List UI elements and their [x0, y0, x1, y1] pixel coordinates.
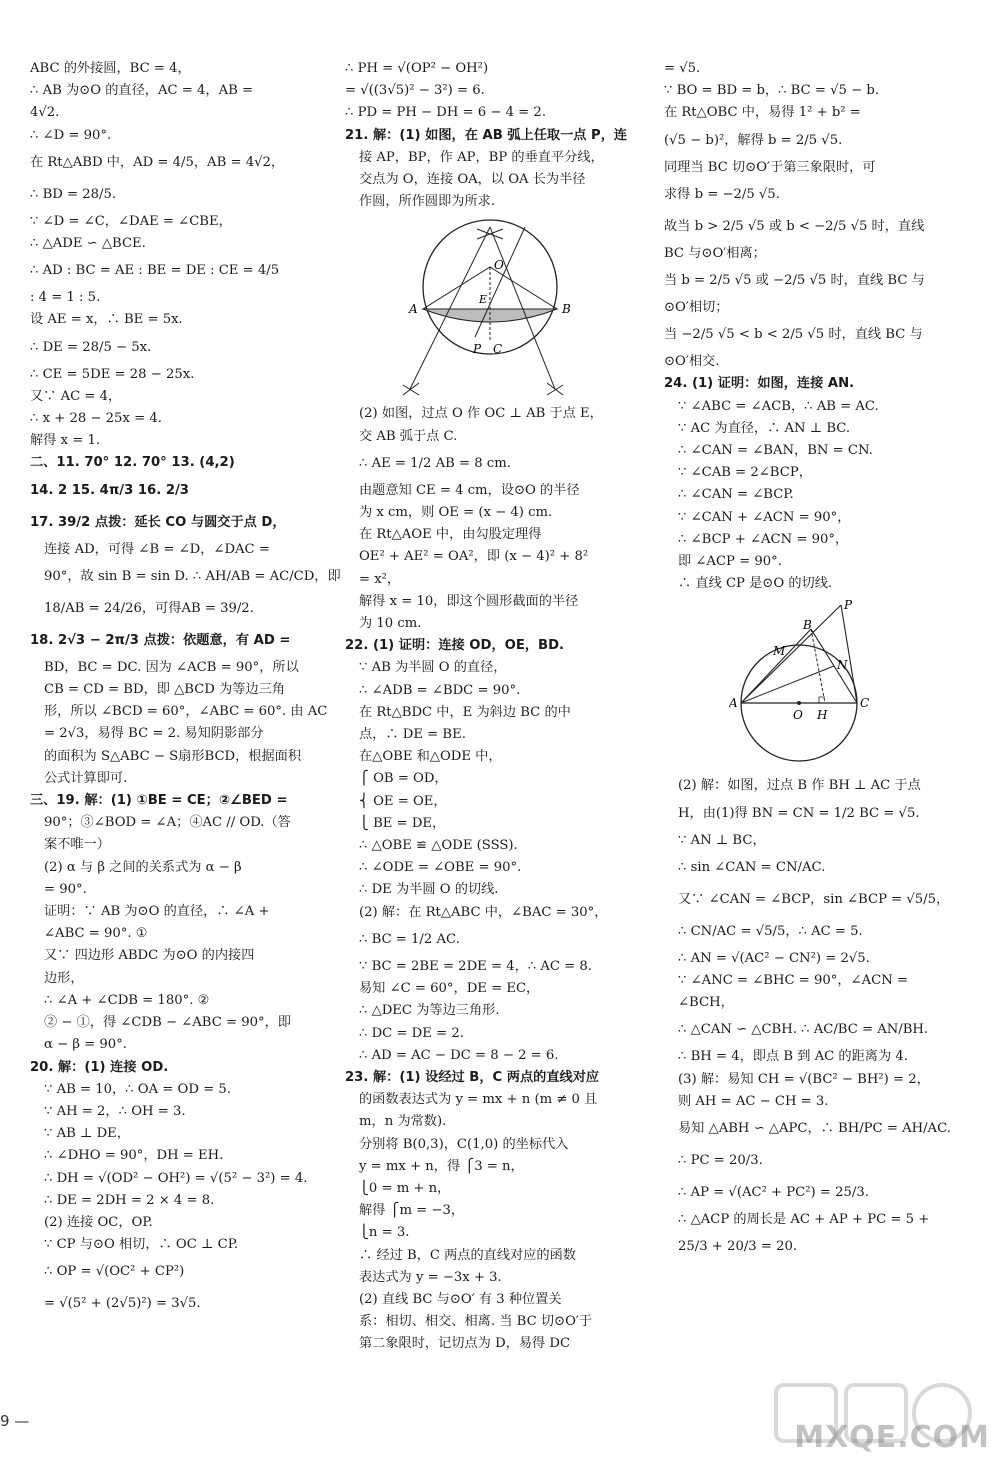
col2-text-line: 接 AP，BP，作 AP，BP 的垂直平分线， — [359, 149, 604, 165]
col1-text-line: 20. 解：(1) 连接 OD. — [30, 1059, 169, 1075]
col1-text-line: ABC 的外接圆，BC = 4， — [30, 61, 191, 76]
col2-text-line: = x²， — [359, 571, 401, 587]
col2-text-line: ⎩ BE = DE， — [359, 815, 446, 831]
col1-text-line: ∴ CE = 5DE = 28 − 25x. — [30, 366, 195, 382]
col1-text-line: = 2√3，易得 BC = 2. 易知阴影部分 — [44, 726, 264, 742]
col3-text-line: (3) 解：易知 CH = √(BC² − BH²) = 2， — [678, 1071, 930, 1087]
col3-text-line: ∴ ∠BCP + ∠ACN = 90°， — [678, 531, 849, 547]
fig21-label-C: C — [493, 342, 503, 357]
col3-text-line: ∠BCH， — [678, 995, 734, 1011]
col2-text-line: ∴ AD = AC − DC = 8 − 2 = 6. — [359, 1047, 559, 1063]
col3-text-line: 故当 b > 2/5 √5 或 b < −2/5 √5 时，直线 — [664, 218, 925, 234]
col3-text-line: (√5 − b)²，解得 b = 2/5 √5. — [664, 132, 843, 148]
figure-21-circle-construction — [395, 217, 585, 397]
col1-text-line: 90°；③∠BOD = ∠A；④AC // OD.（答 — [44, 815, 291, 831]
col3-text-line: ∵ ∠ABC = ∠ACB，∴ AB = AC. — [678, 398, 879, 414]
col1-text-line: ∴ ∠A + ∠CDB = 180°. ② — [44, 992, 210, 1008]
col2-text-line: (2) 如图，过点 O 作 OC ⊥ AB 于点 E， — [359, 406, 603, 422]
col2-text-line: 解得 x = 10，即这个圆形截面的半径 — [359, 593, 579, 609]
col1-text-line: 证明：∵ AB 为⊙O 的直径，∴ ∠A + — [44, 904, 270, 920]
col2-text-line: 在△OBE 和△ODE 中， — [359, 749, 502, 765]
col1-text-line: α − β = 90°. — [44, 1037, 127, 1053]
col3-text-line: 25/3 + 20/3 = 20. — [678, 1239, 798, 1255]
col3-text-line: ⊙O′相切； — [664, 300, 729, 316]
fig24-label-A: A — [729, 696, 738, 711]
col2-text-line: 为 x cm，则 OE = (x − 4) cm. — [359, 505, 553, 521]
answer-column-2 — [345, 58, 635, 1356]
col3-text-line: 又∵ ∠CAN = ∠BCP，sin ∠BCP = √5/5， — [678, 891, 950, 907]
col2-text-line: ⎧ OB = OD， — [359, 771, 448, 787]
col2-text-line: (2) 直线 BC 与⊙O′ 有 3 种位置关 — [359, 1291, 562, 1307]
col3-text-line: ∴ ∠CAN = ∠BAN，BN = CN. — [678, 443, 873, 459]
col1-text-line: ∵ ∠D = ∠C，∠DAE = ∠CBE， — [30, 213, 232, 229]
col1-text-line: 18/AB = 24/26，可得AB = 39/2. — [44, 600, 254, 616]
col1-text-line: ∴ AD : BC = AE : BE = DE : CE = 4/5 — [30, 263, 280, 279]
col2-text-line: 易知 ∠C = 60°，DE = EC， — [359, 981, 540, 997]
col1-text-line: 形，所以 ∠BCD = 60°，∠ABC = 60°. 由 AC — [44, 704, 328, 720]
col2-text-line: ∴ DC = DE = 2. — [359, 1025, 464, 1041]
col3-text-line: ∴ 直线 CP 是⊙O 的切线. — [678, 576, 833, 592]
col1-text-line: (2) α 与 β 之间的关系式为 α − β — [44, 859, 242, 875]
col1-text-line: ② − ①，得 ∠CDB − ∠ABC = 90°，即 — [44, 1015, 291, 1031]
col2-text-line: 22. (1) 证明：连接 OD，OE，BD. — [345, 638, 565, 654]
fig21-label-E: E — [479, 293, 488, 307]
col1-text-line: CB = CD = BD，即 △BCD 为等边三角 — [44, 682, 286, 698]
col2-text-line: ∴ AE = 1/2 AB = 8 cm. — [359, 455, 511, 471]
col2-text-line: = √((3√5)² − 3²) = 6. — [345, 83, 485, 99]
fig24-label-B: B — [803, 618, 812, 633]
col1-text-line: 连接 AD，可得 ∠B = ∠D，∠DAC = — [44, 541, 270, 557]
page-number: 9 — — [0, 1412, 30, 1430]
col3-text-line: ∴ PC = 20/3. — [678, 1153, 763, 1169]
col3-text-line: 当 b = 2/5 √5 或 −2/5 √5 时，直线 BC 与 — [664, 273, 925, 289]
col1-text-line: ∴ BD = 28/5. — [30, 186, 117, 202]
fig24-label-N: N — [837, 658, 848, 673]
col1-text-line: 4√2. — [30, 105, 60, 121]
col1-text-line: 边形， — [44, 970, 84, 986]
col2-text-line: 点，∴ DE = BE. — [359, 727, 466, 743]
col2-text-line: ∴ DE 为半圆 O 的切线. — [359, 882, 499, 898]
col2-text-line: 表达式为 y = −3x + 3. — [359, 1269, 502, 1285]
col2-text-line: 在 Rt△AOE 中，由勾股定理得 — [359, 527, 542, 543]
col1-text-line: ∴ DE = 2DH = 2 × 4 = 8. — [44, 1192, 215, 1208]
col3-text-line: 则 AH = AC − CH = 3. — [678, 1093, 829, 1109]
col1-text-line: 二、11. 70° 12. 70° 13. (4,2) — [30, 455, 235, 471]
col1-text-line: 90°，故 sin B = sin D. ∴ AH/AB = AC/CD，即 — [44, 568, 341, 584]
col3-text-line: ∴ ∠CAN = ∠BCP. — [678, 487, 794, 503]
col2-text-line: 系：相切、相交、相离. 当 BC 切⊙O′于 — [359, 1314, 593, 1330]
answer-column-1 — [30, 58, 341, 1320]
col1-text-line: (2) 连接 OC，OP. — [44, 1214, 153, 1230]
col2-text-line: 的函数表达式为 y = mx + n (m ≠ 0 且 — [359, 1092, 598, 1108]
col2-text-line: 由题意知 CE = 4 cm，设⊙O 的半径 — [359, 482, 580, 498]
col1-text-line: 三、19. 解：(1) ①BE = CE；②∠BED = — [30, 793, 288, 809]
col1-text-line: ∴ ∠DHO = 90°，DH = EH. — [44, 1148, 224, 1164]
watermark-text: MXQE.COM — [794, 1420, 990, 1455]
col1-text-line: ∴ DH = √(OD² − OH²) = √(5² − 3²) = 4. — [44, 1170, 308, 1186]
col3-text-line: (2) 解：如图，过点 B 作 BH ⊥ AC 于点 — [678, 778, 921, 794]
col1-text-line: ∵ AB = 10，∴ OA = OD = 5. — [44, 1081, 231, 1097]
col3-text-line: 当 −2/5 √5 < b < 2/5 √5 时，直线 BC 与 — [664, 327, 923, 343]
col2-text-line: 为 10 cm. — [359, 616, 422, 632]
col1-text-line: = 90°. — [44, 881, 87, 897]
col2-text-line: OE² + AE² = OA²，即 (x − 4)² + 8² — [359, 549, 589, 565]
col1-text-line: BD，BC = DC. 因为 ∠ACB = 90°，所以 — [44, 659, 299, 675]
col3-text-line: ∵ AN ⊥ BC， — [678, 832, 766, 848]
col1-text-line: 又∵ 四边形 ABDC 为⊙O 的内接四 — [44, 948, 255, 964]
col2-text-line: 21. 解：(1) 如图，在 AB 弧上任取一点 P，连 — [345, 127, 628, 143]
col2-text-line: ⎨ OE = OE， — [359, 793, 447, 809]
col1-text-line: 的面积为 S△ABC − S扇形BCD，根据面积 — [44, 748, 302, 764]
col3-text-line: ∴ CN/AC = √5/5，∴ AC = 5. — [678, 923, 863, 939]
col1-text-line: 14. 2 15. 4π/3 16. 2/3 — [30, 482, 189, 498]
answer-column-3 — [664, 58, 964, 1263]
col3-text-line: ∴ △CAN ∽ △CBH. ∴ AC/BC = AN/BH. — [678, 1022, 929, 1038]
col2-text-line: 在 Rt△BDC 中，E 为斜边 BC 的中 — [359, 704, 571, 720]
col2-text-line: (2) 解：在 Rt△ABC 中，∠BAC = 30°， — [359, 904, 608, 920]
col3-text-line: 易知 △ABH ∽ △APC，∴ BH/PC = AH/AC. — [678, 1121, 951, 1137]
col3-text-line: ∴ sin ∠CAN = CN/AC. — [678, 859, 826, 875]
col1-text-line: ∴ DE = 28/5 − 5x. — [30, 339, 152, 355]
fig24-label-P: P — [844, 599, 853, 613]
col1-text-line: ∴ OP = √(OC² + CP²) — [44, 1264, 185, 1280]
fig21-label-O: O — [494, 258, 504, 273]
col3-text-line: ∴ AN = √(AC² − CN²) = 2√5. — [678, 950, 870, 966]
col2-text-line: 23. 解：(1) 设经过 B，C 两点的直线对应 — [345, 1069, 600, 1085]
col1-text-line: : 4 = 1 : 5. — [30, 290, 101, 306]
col3-text-line: ∵ ∠CAN + ∠ACN = 90°， — [678, 509, 851, 525]
col3-text-line: ∴ AP = √(AC² + PC²) = 25/3. — [678, 1185, 869, 1201]
col3-text-line: 即 ∠ACP = 90°. — [678, 554, 782, 570]
col2-text-line: ∵ AB 为半圆 O 的直径， — [359, 660, 507, 676]
col2-text-line: 交 AB 弧于点 C. — [359, 428, 458, 444]
col2-text-line: ⎩0 = m + n， — [359, 1180, 451, 1196]
fig24-label-M: M — [773, 644, 786, 659]
col1-text-line: 解得 x = 1. — [30, 433, 101, 449]
col3-text-line: 同理当 BC 切⊙O′于第三象限时，可 — [664, 159, 876, 175]
col1-text-line: ∴ x + 28 − 25x = 4. — [30, 411, 162, 427]
col3-text-line: ∵ ∠CAB = 2∠BCP， — [678, 465, 812, 481]
fig21-label-P: P — [473, 342, 482, 357]
col3-text-line: 24. (1) 证明：如图，连接 AN. — [664, 376, 855, 392]
col2-text-line: ∴ PH = √(OP² − OH²) — [345, 61, 489, 76]
fig24-label-O: O — [793, 708, 803, 723]
col3-text-line: ∵ BO = BD = b，∴ BC = √5 − b. — [664, 83, 879, 99]
col1-text-line: 17. 39/2 点拨：延长 CO 与圆交于点 D， — [30, 514, 286, 530]
col1-text-line: ∴ AB 为⊙O 的直径，AC = 4，AB = — [30, 83, 254, 99]
col2-text-line: 解得 ⎧m = −3， — [359, 1203, 465, 1219]
col3-text-line: H，由(1)得 BN = CN = 1/2 BC = √5. — [678, 805, 920, 821]
col2-text-line: ⎩n = 3. — [359, 1225, 410, 1241]
col1-text-line: = √(5² + (2√5)²) = 3√5. — [44, 1296, 201, 1312]
col3-text-line: 求得 b = −2/5 √5. — [664, 186, 780, 202]
col1-text-line: ∵ AB ⊥ DE， — [44, 1126, 130, 1142]
col1-text-line: ∴ ∠D = 90°. — [30, 127, 112, 143]
col3-text-line: ∴ △ACP 的周长是 AC + AP + PC = 5 + — [678, 1212, 930, 1228]
fig24-label-H: H — [817, 708, 828, 723]
col1-text-line: 在 Rt△ABD 中，AD = 4/5，AB = 4√2， — [30, 154, 285, 170]
col2-text-line: ∴ ∠ADB = ∠BDC = 90°. — [359, 682, 521, 698]
col2-text-line: ∴ BC = 1/2 AC. — [359, 931, 460, 947]
col2-text-line: ∵ BC = 2BE = 2DE = 4，∴ AC = 8. — [359, 958, 592, 974]
fig24-label-C: C — [860, 696, 870, 711]
col3-text-line: BC 与⊙O′相离； — [664, 245, 766, 261]
col2-text-line: m，n 为常数). — [359, 1114, 447, 1130]
col1-text-line: 案不唯一） — [44, 837, 110, 853]
col2-text-line: 交点为 O，连接 OA，以 OA 长为半径 — [359, 172, 586, 188]
col1-text-line: 公式计算即可. — [44, 770, 128, 786]
col1-text-line: 18. 2√3 − 2π/3 点拨：依题意，有 AD = — [30, 632, 291, 648]
col3-text-line: ⊙O′相交. — [664, 354, 720, 370]
col2-text-line: ∴ ∠ODE = ∠OBE = 90°. — [359, 860, 522, 876]
col3-text-line: ∵ AC 为直径，∴ AN ⊥ BC. — [678, 420, 851, 436]
col3-text-line: = √5. — [664, 61, 701, 76]
col2-text-line: 分别将 B(0,3)，C(1,0) 的坐标代入 — [359, 1136, 569, 1152]
fig21-label-B: B — [562, 302, 571, 317]
col2-text-line: 作圆，所作圆即为所求. — [359, 194, 496, 210]
col2-text-line: ∴ △OBE ≌ △ODE (SSS). — [359, 838, 518, 854]
col2-text-line: 第二象限时，记切点为 D，易得 DC — [359, 1336, 571, 1352]
col2-text-line: y = mx + n，得 ⎧3 = n， — [359, 1158, 524, 1174]
fig21-label-A: A — [409, 302, 418, 317]
col1-text-line: ∠ABC = 90°. ① — [44, 926, 148, 942]
col3-text-line: 在 Rt△OBC 中，易得 1² + b² = — [664, 105, 861, 121]
col2-text-line: ∴ 经过 B，C 两点的直线对应的函数 — [359, 1247, 576, 1263]
col1-text-line: 又∵ AC = 4， — [30, 388, 122, 404]
col3-text-line: ∴ BH = 4，即点 B 到 AC 的距离为 4. — [678, 1049, 908, 1065]
figure-24-tangent-diagram — [729, 599, 899, 769]
col2-text-line: ∴ △DEC 为等边三角形. — [359, 1003, 500, 1019]
col1-text-line: ∵ CP 与⊙O 相切，∴ OC ⊥ CP. — [44, 1237, 239, 1253]
col3-text-line: ∵ ∠ANC = ∠BHC = 90°，∠ACN = — [678, 973, 908, 989]
col2-text-line: ∴ PD = PH − DH = 6 − 4 = 2. — [345, 105, 547, 121]
col1-text-line: ∵ AH = 2，∴ OH = 3. — [44, 1103, 186, 1119]
col1-text-line: 设 AE = x，∴ BE = 5x. — [30, 312, 183, 328]
col1-text-line: ∴ △ADE ∽ △BCE. — [30, 236, 146, 252]
